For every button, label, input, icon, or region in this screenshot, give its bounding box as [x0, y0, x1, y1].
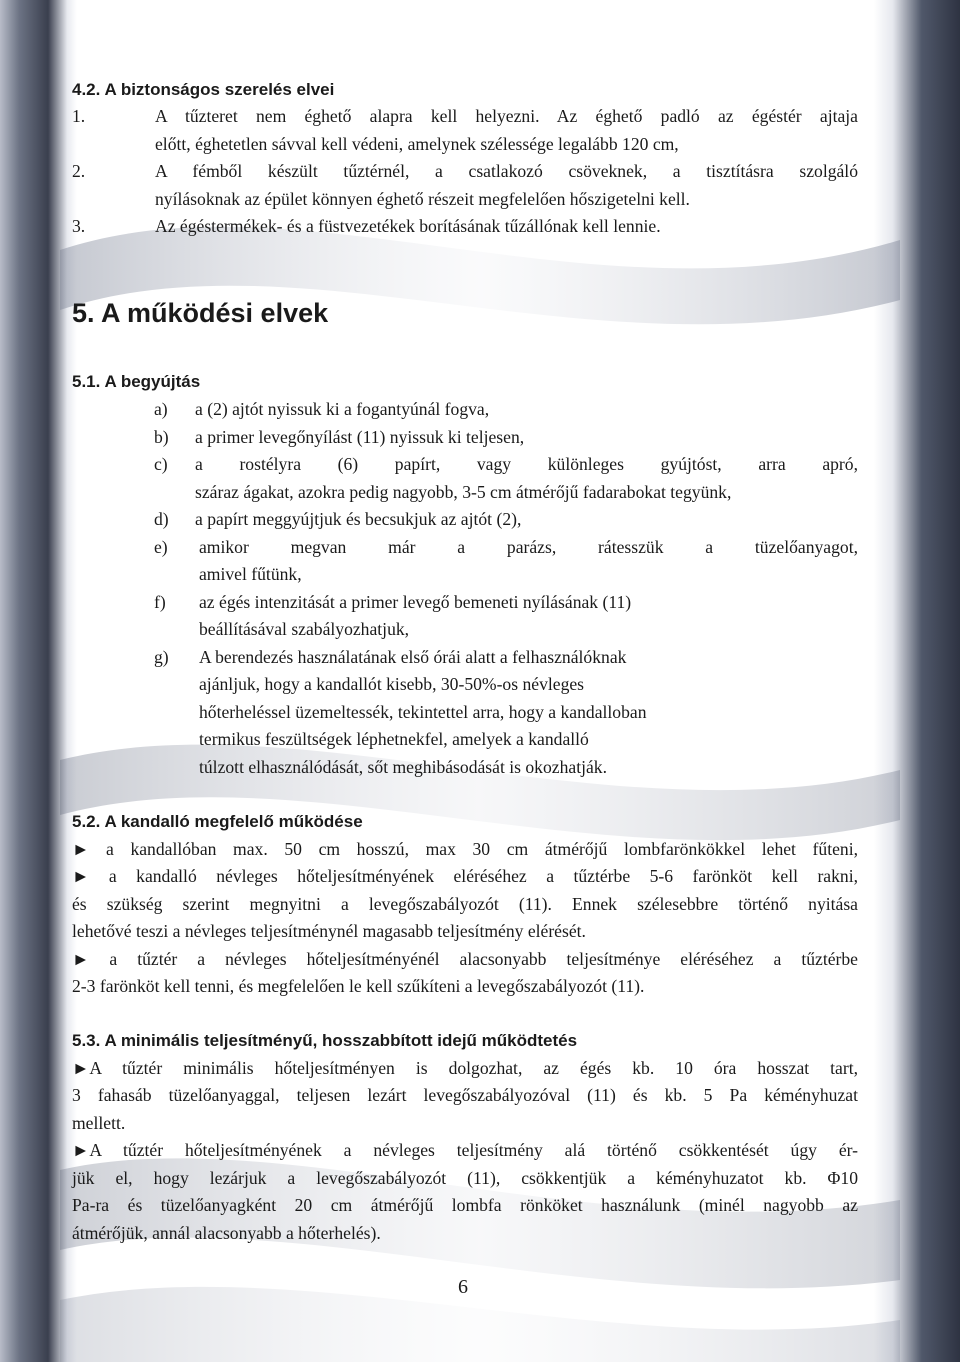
- list-item-text: Az égéstermékek- és a füstvezetékek borításának tűzállónak kell lennie.: [155, 216, 661, 236]
- list-item-text: beállításával szabályozhatjuk,: [199, 619, 410, 639]
- paragraph-line: ► a tűztér a névleges hőteljesítményénél alacsonyabb teljesítménye eléréséhez a tűztérbe: [72, 949, 858, 969]
- list-marker: g): [154, 647, 169, 667]
- section-5-3-title: 5.3. A minimális teljesítményű, hosszabbított idejű működtetés: [72, 1031, 578, 1050]
- list-item-text: A tűzteret nem éghető alapra kell helyezni. Az éghető padló az égéstér ajtaja: [155, 106, 858, 126]
- document-page: [72, 0, 858, 1362]
- paragraph-line: átmérőjük, annál alacsonyabb a hőterhelés).: [72, 1223, 381, 1243]
- paragraph-line: 2-3 farönköt kell tenni, és megfelelően le kell szűkíteni a levegőszabályozót (11).: [72, 976, 645, 996]
- list-number: 1.: [72, 106, 86, 126]
- list-item-text: A berendezés használatának első órái alatt a felhasználóknak: [199, 647, 627, 667]
- list-marker: f): [154, 592, 166, 612]
- paragraph-line: ►A tűztér hőteljesítményének a névleges teljesítmény alá történő csökkentését úgy ér-: [72, 1140, 858, 1160]
- paragraph-line: ►A tűztér minimális hőteljesítményen is dolgozhat, az égés kb. 10 óra hosszat tart,: [72, 1058, 858, 1078]
- list-item-text: a papírt meggyújtjuk és becsukjuk az ajtót (2),: [195, 509, 522, 529]
- list-marker: d): [154, 509, 169, 529]
- section-5-2-title: 5.2. A kandalló megfelelő működése: [72, 812, 363, 831]
- list-item-text: amivel fűtünk,: [199, 564, 302, 584]
- paragraph-line: ► a kandalló névleges hőteljesítményének eléréséhez a tűztérbe 5-6 farönköt kell rakni,: [72, 866, 858, 886]
- paragraph-line: lehetővé teszi a névleges teljesítménynél magasabb teljesítmény elérését.: [72, 921, 586, 941]
- chapter-5-title: 5. A működési elvek: [72, 298, 329, 328]
- page-number: 6: [458, 1276, 468, 1298]
- list-marker: e): [154, 537, 168, 557]
- list-item-text: túlzott elhasználódását, sőt meghibásodását is okozhatják.: [199, 757, 607, 777]
- list-number: 3.: [72, 216, 86, 236]
- list-marker: a): [154, 399, 168, 419]
- list-item-text: az égés intenzitását a primer levegő bemeneti nyílásának (11): [199, 592, 632, 612]
- list-item-text: a rostélyra (6) papírt, vagy különleges gyújtóst, arra apró,: [195, 454, 858, 474]
- section-4-2-title: 4.2. A biztonságos szerelés elvei: [72, 80, 335, 99]
- paragraph-line: és szükség szerint megnyitni a levegőszabályozót (11). Ennek szélesebbre történő nyitása: [72, 894, 858, 914]
- list-item-text: A fémből készült tűztérnél, a csatlakozó csöveknek, a tisztításra szolgáló: [155, 161, 858, 181]
- list-item-text: előtt, éghetetlen sávval kell védeni, amelynek szélessége legalább 120 cm,: [155, 134, 679, 154]
- list-number: 2.: [72, 161, 86, 181]
- paragraph-line: jük el, hogy lezárjuk a levegőszabályozót (11), csökkentjük a kéményhuzatot kb. Φ10: [72, 1168, 858, 1188]
- list-marker: c): [154, 454, 168, 474]
- paragraph-line: Pa-ra és tüzelőanyagként 20 cm átmérőjű lombfa rönköket használunk (minél nagyobb az: [72, 1195, 858, 1215]
- list-item-text: a primer levegőnyílást (11) nyissuk ki teljesen,: [195, 427, 525, 447]
- list-item-text: ajánljuk, hogy a kandallót kisebb, 30-50%-os névleges: [199, 674, 585, 694]
- list-item-text: hőterheléssel üzemeltessék, tekintettel arra, hogy a kandalloban: [199, 702, 647, 722]
- list-marker: b): [154, 427, 169, 447]
- list-item-text: nyílásoknak az épület könnyen éghető részeit megfelelően hőszigetelni kell.: [155, 189, 690, 209]
- section-5-1-title: 5.1. A begyújtás: [72, 372, 201, 391]
- list-item-text: száraz ágakat, azokra pedig nagyobb, 3-5 cm átmérőjű fadarabokat tegyünk,: [195, 482, 732, 502]
- list-item-text: amikor megvan már a parázs, rátesszük a tüzelőanyagot,: [199, 537, 858, 557]
- list-item-text: a (2) ajtót nyissuk ki a fogantyúnál fogva,: [195, 399, 490, 419]
- paragraph-line: mellett.: [72, 1113, 126, 1133]
- list-item-text: termikus feszültségek léphetnekfel, amelyek a kandalló: [199, 729, 589, 749]
- paragraph-line: 3 fahasáb tüzelőanyaggal, teljesen lezárt levegőszabályozóval (11) és kb. 5 Pa kéményhuzat: [72, 1085, 858, 1105]
- paragraph-line: ► a kandallóban max. 50 cm hosszú, max 30 cm átmérőjű lombfarönkökkel lehet fűteni,: [72, 839, 858, 859]
